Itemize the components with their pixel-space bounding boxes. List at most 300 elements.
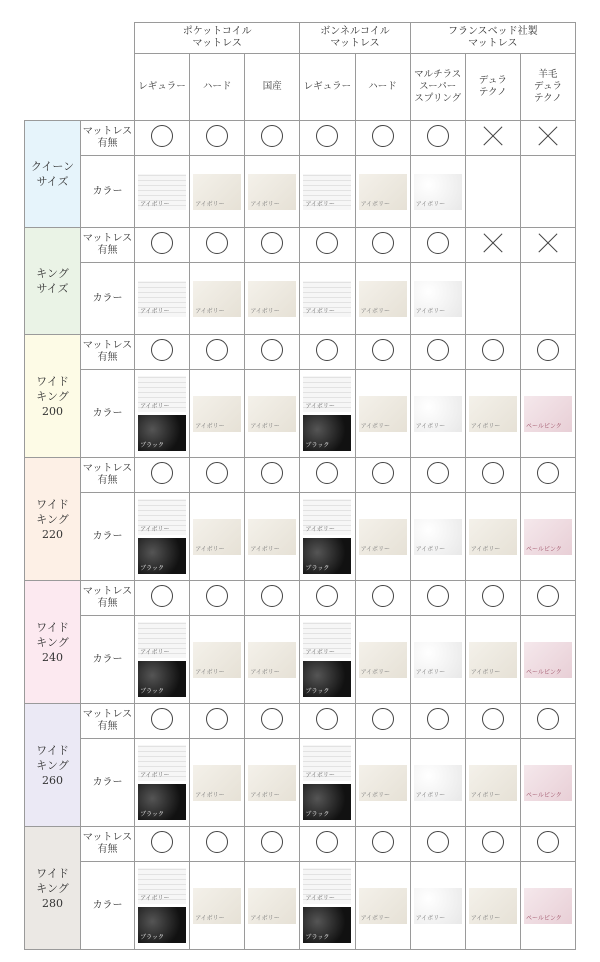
swatch-label: アイボリー <box>250 914 280 922</box>
swatch-label: アイボリー <box>305 526 335 533</box>
color-cell <box>465 263 520 335</box>
mattress-availability-label: マットレス 有無 <box>81 335 135 370</box>
pink-swatch <box>524 642 572 678</box>
pink-swatch <box>524 765 572 801</box>
color-label: カラー <box>81 739 135 827</box>
color-cell <box>190 493 245 581</box>
color-cell <box>355 156 410 228</box>
ivory-swatch <box>248 888 296 924</box>
color-cell <box>465 739 520 827</box>
available-circle-icon <box>372 339 394 361</box>
available-circle-icon <box>206 232 228 254</box>
available-circle-icon <box>151 125 173 147</box>
availability-cell <box>135 581 190 616</box>
availability-cell <box>465 704 520 739</box>
availability-cell <box>465 581 520 616</box>
color-cell <box>135 493 190 581</box>
color-cell <box>465 370 520 458</box>
ivory-swatch <box>138 622 186 658</box>
ivory-swatch <box>359 642 407 678</box>
availability-cell <box>245 458 300 493</box>
color-cell <box>520 862 575 950</box>
color-cell <box>135 616 190 704</box>
column-header: レギュラー <box>300 54 355 121</box>
swatch-label: アイボリー <box>415 914 446 922</box>
color-cell <box>355 493 410 581</box>
swatch-label: アイボリー <box>140 649 170 656</box>
availability-cell <box>355 581 410 616</box>
color-cell <box>190 156 245 228</box>
ivory-swatch <box>359 396 407 432</box>
mattress-row <box>25 581 576 616</box>
ivory-swatch <box>138 745 186 781</box>
group-header: フランスベッド社製 マットレス <box>410 23 575 54</box>
color-cell <box>410 616 465 704</box>
swatch-label: アイボリー <box>140 526 170 533</box>
swatch-label: アイボリー <box>470 668 501 676</box>
ivory-swatch <box>138 174 186 210</box>
mattress-availability-label: マットレス 有無 <box>81 121 135 156</box>
color-cell <box>300 739 355 827</box>
color-cell <box>245 263 300 335</box>
ivory-swatch <box>138 281 186 317</box>
swatch-label: アイボリー <box>415 307 446 315</box>
available-circle-icon <box>482 462 504 484</box>
mattress-row <box>25 335 576 370</box>
size-label: クイーン サイズ <box>25 121 81 228</box>
available-circle-icon <box>316 831 338 853</box>
color-cell <box>410 370 465 458</box>
available-circle-icon <box>482 708 504 730</box>
color-cell <box>190 370 245 458</box>
available-circle-icon <box>261 462 283 484</box>
availability-cell <box>300 704 355 739</box>
available-circle-icon <box>427 462 449 484</box>
column-header: 国産 <box>245 54 300 121</box>
color-cell <box>135 862 190 950</box>
swatch-label: アイボリー <box>195 914 225 922</box>
available-circle-icon <box>206 125 228 147</box>
color-label: カラー <box>81 156 135 228</box>
black-swatch <box>303 538 351 574</box>
ivory-swatch <box>248 174 296 210</box>
ivory-swatch <box>303 499 351 535</box>
ivory-swatch <box>248 642 296 678</box>
swatch-label: アイボリー <box>250 668 280 676</box>
swatch-label: アイボリー <box>415 668 446 676</box>
color-cell <box>410 156 465 228</box>
available-circle-icon <box>206 708 228 730</box>
swatch-label: アイボリー <box>305 200 335 208</box>
ivory-swatch <box>359 174 407 210</box>
swatch-label: ペールピンク <box>525 914 562 922</box>
available-circle-icon <box>537 462 559 484</box>
availability-cell <box>190 228 245 263</box>
availability-cell <box>355 704 410 739</box>
ivory-swatch <box>138 868 186 904</box>
swatch-label: ペールピンク <box>525 422 562 430</box>
available-circle-icon <box>206 339 228 361</box>
available-circle-icon <box>537 339 559 361</box>
availability-cell <box>355 335 410 370</box>
availability-cell <box>135 458 190 493</box>
available-circle-icon <box>372 585 394 607</box>
ivory-swatch <box>414 396 462 432</box>
ivory-swatch <box>414 642 462 678</box>
available-circle-icon <box>537 708 559 730</box>
color-cell <box>190 616 245 704</box>
available-circle-icon <box>482 831 504 853</box>
ivory-swatch <box>469 642 517 678</box>
column-header: 羊毛 デュラ テクノ <box>520 54 575 121</box>
column-header: ハード <box>190 54 245 121</box>
color-cell <box>190 862 245 950</box>
ivory-swatch <box>193 642 241 678</box>
ivory-swatch <box>469 396 517 432</box>
color-cell <box>300 370 355 458</box>
swatch-label: アイボリー <box>305 403 335 410</box>
ivory-swatch <box>303 281 351 317</box>
swatch-label: アイボリー <box>470 422 501 430</box>
availability-cell <box>410 827 465 862</box>
group-header: ポケットコイル マットレス <box>135 23 300 54</box>
availability-cell <box>190 121 245 156</box>
color-label: カラー <box>81 263 135 335</box>
color-cell <box>410 493 465 581</box>
swatch-label: アイボリー <box>250 791 280 799</box>
swatch-label: ブラック <box>305 811 330 818</box>
available-circle-icon <box>261 708 283 730</box>
swatch-label: アイボリー <box>195 791 225 799</box>
unavailable-cross-icon <box>536 124 560 148</box>
mattress-availability-label: マットレス 有無 <box>81 458 135 493</box>
unavailable-cross-icon <box>536 231 560 255</box>
available-circle-icon <box>206 462 228 484</box>
color-row <box>25 263 576 335</box>
black-swatch <box>138 661 186 697</box>
color-cell <box>300 616 355 704</box>
available-circle-icon <box>537 831 559 853</box>
availability-cell <box>300 581 355 616</box>
swatch-label: ブラック <box>140 934 164 941</box>
available-circle-icon <box>537 585 559 607</box>
swatch-label: アイボリー <box>360 422 391 430</box>
ivory-swatch <box>359 519 407 555</box>
swatch-label: アイボリー <box>140 772 170 779</box>
pink-swatch <box>524 519 572 555</box>
available-circle-icon <box>372 708 394 730</box>
available-circle-icon <box>372 125 394 147</box>
color-cell <box>410 862 465 950</box>
availability-cell <box>410 458 465 493</box>
availability-cell <box>245 704 300 739</box>
swatch-label: アイボリー <box>470 914 501 922</box>
size-label: キング サイズ <box>25 228 81 335</box>
color-cell <box>520 370 575 458</box>
color-cell <box>410 263 465 335</box>
available-circle-icon <box>151 462 173 484</box>
availability-cell <box>520 335 575 370</box>
column-header: マルチラス スーパー スプリング <box>410 54 465 121</box>
swatch-label: ブラック <box>140 442 164 449</box>
available-circle-icon <box>151 831 173 853</box>
ivory-swatch <box>469 765 517 801</box>
availability-cell <box>355 827 410 862</box>
black-swatch <box>303 784 351 820</box>
ivory-swatch <box>414 281 462 317</box>
color-row <box>25 370 576 458</box>
available-circle-icon <box>261 831 283 853</box>
availability-cell <box>190 581 245 616</box>
availability-cell <box>520 827 575 862</box>
ivory-swatch <box>193 174 241 210</box>
color-row <box>25 862 576 950</box>
size-comparison-table <box>24 22 576 950</box>
availability-cell <box>300 827 355 862</box>
swatch-label: アイボリー <box>360 545 391 553</box>
swatch-label: アイボリー <box>415 791 446 799</box>
available-circle-icon <box>316 708 338 730</box>
ivory-swatch <box>303 745 351 781</box>
swatch-label: アイボリー <box>140 895 170 902</box>
unavailable-cross-icon <box>481 124 505 148</box>
swatch-label: アイボリー <box>305 307 335 315</box>
color-row <box>25 739 576 827</box>
color-cell <box>465 616 520 704</box>
mattress-availability-label: マットレス 有無 <box>81 581 135 616</box>
group-header-row <box>25 23 576 54</box>
ivory-swatch <box>193 396 241 432</box>
color-cell <box>245 156 300 228</box>
color-cell <box>135 263 190 335</box>
ivory-swatch <box>248 396 296 432</box>
available-circle-icon <box>427 708 449 730</box>
color-row <box>25 156 576 228</box>
color-cell <box>190 739 245 827</box>
ivory-swatch <box>193 765 241 801</box>
black-swatch <box>138 784 186 820</box>
swatch-label: アイボリー <box>140 200 170 208</box>
available-circle-icon <box>151 232 173 254</box>
swatch-label: アイボリー <box>360 200 391 208</box>
available-circle-icon <box>316 232 338 254</box>
color-cell <box>520 493 575 581</box>
available-circle-icon <box>151 708 173 730</box>
mattress-row <box>25 827 576 862</box>
available-circle-icon <box>427 585 449 607</box>
size-label: ワイド キング 280 <box>25 827 81 950</box>
color-cell <box>190 263 245 335</box>
color-cell <box>135 739 190 827</box>
availability-cell <box>520 121 575 156</box>
availability-cell <box>355 121 410 156</box>
color-cell <box>300 862 355 950</box>
black-swatch <box>303 415 351 451</box>
ivory-swatch <box>469 888 517 924</box>
swatch-label: アイボリー <box>305 772 335 779</box>
mattress-availability-label: マットレス 有無 <box>81 228 135 263</box>
ivory-swatch <box>138 499 186 535</box>
availability-cell <box>245 335 300 370</box>
availability-cell <box>465 121 520 156</box>
black-swatch <box>138 538 186 574</box>
swatch-label: アイボリー <box>250 422 280 430</box>
availability-cell <box>190 335 245 370</box>
availability-cell <box>135 704 190 739</box>
swatch-label: アイボリー <box>415 200 446 208</box>
swatch-label: ブラック <box>140 688 164 695</box>
color-cell <box>300 493 355 581</box>
pink-swatch <box>524 396 572 432</box>
mattress-availability-label: マットレス 有無 <box>81 704 135 739</box>
availability-cell <box>465 827 520 862</box>
availability-cell <box>300 335 355 370</box>
ivory-swatch <box>193 281 241 317</box>
available-circle-icon <box>316 125 338 147</box>
color-cell <box>465 493 520 581</box>
color-cell <box>355 616 410 704</box>
column-header: ハード <box>355 54 410 121</box>
swatch-label: アイボリー <box>140 403 170 410</box>
availability-cell <box>410 228 465 263</box>
ivory-swatch <box>414 765 462 801</box>
color-cell <box>135 370 190 458</box>
available-circle-icon <box>427 232 449 254</box>
color-label: カラー <box>81 370 135 458</box>
swatch-label: アイボリー <box>140 307 170 315</box>
ivory-swatch <box>414 174 462 210</box>
color-cell <box>465 156 520 228</box>
availability-cell <box>355 228 410 263</box>
pink-swatch <box>524 888 572 924</box>
availability-cell <box>135 228 190 263</box>
mattress-row <box>25 704 576 739</box>
availability-cell <box>410 704 465 739</box>
color-cell <box>245 370 300 458</box>
availability-cell <box>190 458 245 493</box>
swatch-label: アイボリー <box>360 791 391 799</box>
availability-cell <box>520 458 575 493</box>
ivory-swatch <box>359 765 407 801</box>
available-circle-icon <box>261 125 283 147</box>
available-circle-icon <box>261 232 283 254</box>
availability-cell <box>520 704 575 739</box>
corner-cell <box>25 23 135 121</box>
ivory-swatch <box>138 376 186 412</box>
ivory-swatch <box>303 868 351 904</box>
size-label: ワイド キング 240 <box>25 581 81 704</box>
swatch-label: アイボリー <box>195 422 225 430</box>
ivory-swatch <box>303 174 351 210</box>
ivory-swatch <box>303 622 351 658</box>
color-cell <box>245 493 300 581</box>
availability-cell <box>245 228 300 263</box>
color-cell <box>355 862 410 950</box>
color-cell <box>520 263 575 335</box>
swatch-label: アイボリー <box>250 307 280 315</box>
swatch-label: アイボリー <box>360 914 391 922</box>
ivory-swatch <box>248 519 296 555</box>
color-label: カラー <box>81 616 135 704</box>
mattress-row <box>25 228 576 263</box>
black-swatch <box>138 415 186 451</box>
size-label: ワイド キング 220 <box>25 458 81 581</box>
color-cell <box>300 156 355 228</box>
ivory-swatch <box>414 888 462 924</box>
color-label: カラー <box>81 493 135 581</box>
available-circle-icon <box>206 585 228 607</box>
swatch-label: ブラック <box>305 442 330 449</box>
available-circle-icon <box>261 585 283 607</box>
swatch-label: アイボリー <box>470 545 501 553</box>
mattress-row <box>25 121 576 156</box>
group-header: ボンネルコイル マットレス <box>300 23 410 54</box>
available-circle-icon <box>206 831 228 853</box>
available-circle-icon <box>316 339 338 361</box>
swatch-label: ペールピンク <box>525 668 562 676</box>
availability-cell <box>465 228 520 263</box>
availability-cell <box>300 458 355 493</box>
black-swatch <box>138 907 186 943</box>
available-circle-icon <box>372 831 394 853</box>
swatch-label: アイボリー <box>195 200 225 208</box>
availability-cell <box>520 228 575 263</box>
available-circle-icon <box>261 339 283 361</box>
availability-cell <box>410 121 465 156</box>
color-label: カラー <box>81 862 135 950</box>
color-cell <box>520 739 575 827</box>
swatch-label: ブラック <box>305 565 330 572</box>
swatch-label: アイボリー <box>415 422 446 430</box>
swatch-label: アイボリー <box>195 545 225 553</box>
table-body <box>25 121 576 950</box>
available-circle-icon <box>316 585 338 607</box>
color-cell <box>465 862 520 950</box>
swatch-label: アイボリー <box>470 791 501 799</box>
available-circle-icon <box>482 585 504 607</box>
mattress-availability-label: マットレス 有無 <box>81 827 135 862</box>
color-cell <box>135 156 190 228</box>
swatch-label: ブラック <box>140 811 164 818</box>
ivory-swatch <box>414 519 462 555</box>
swatch-label: ペールピンク <box>525 791 562 799</box>
size-label: ワイド キング 260 <box>25 704 81 827</box>
availability-cell <box>135 827 190 862</box>
black-swatch <box>303 907 351 943</box>
availability-cell <box>135 121 190 156</box>
available-circle-icon <box>151 585 173 607</box>
availability-cell <box>190 827 245 862</box>
mattress-row <box>25 458 576 493</box>
size-label: ワイド キング 200 <box>25 335 81 458</box>
swatch-label: アイボリー <box>305 895 335 902</box>
ivory-swatch <box>303 376 351 412</box>
column-header: デュラ テクノ <box>465 54 520 121</box>
unavailable-cross-icon <box>481 231 505 255</box>
ivory-swatch <box>248 281 296 317</box>
availability-cell <box>245 581 300 616</box>
availability-cell <box>135 335 190 370</box>
color-cell <box>410 739 465 827</box>
ivory-swatch <box>193 888 241 924</box>
swatch-label: アイボリー <box>250 545 280 553</box>
available-circle-icon <box>482 339 504 361</box>
color-row <box>25 493 576 581</box>
available-circle-icon <box>151 339 173 361</box>
color-cell <box>245 739 300 827</box>
available-circle-icon <box>427 125 449 147</box>
availability-cell <box>520 581 575 616</box>
